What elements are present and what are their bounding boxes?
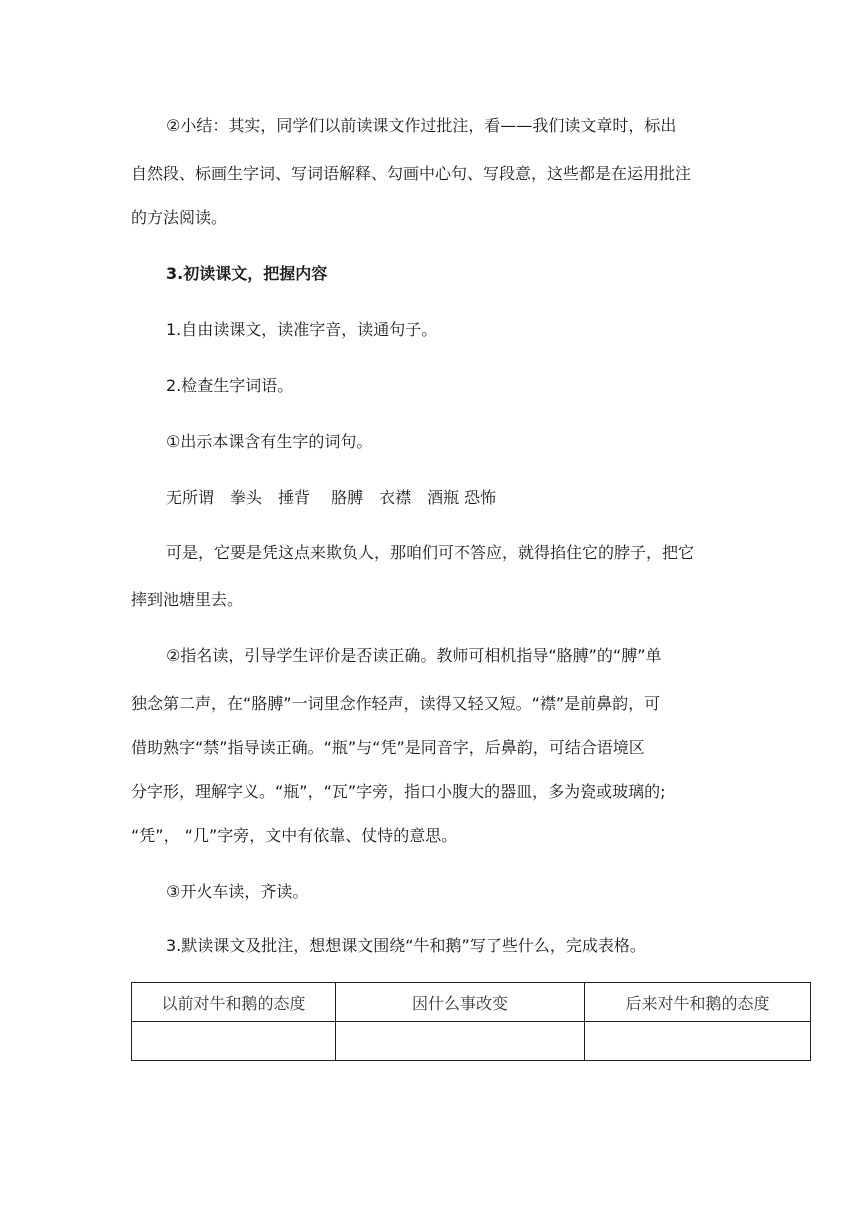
table-cell[interactable]	[336, 1022, 585, 1061]
sentence-line2: 摔到池塘里去。	[131, 590, 244, 609]
table-row	[132, 1022, 811, 1061]
step-2b-line3: 借助熟字“禁”指导读正确。“瓶”与“凭”是同音字，后鼻韵，可结合语境区	[131, 738, 645, 757]
answer-table	[131, 982, 811, 1061]
table-cell[interactable]	[585, 1022, 811, 1061]
step-2a: ①出示本课含有生字的词句。	[166, 432, 373, 451]
table-header-cell: 后来对牛和鹅的态度	[585, 983, 811, 1022]
word-list: 无所谓 拳头 捶背 胳膊 衣襟 酒瓶 恐怖	[166, 488, 497, 507]
p1-line3: 的方法阅读。	[131, 208, 228, 227]
sentence-line1: 可是，它要是凭这点来欺负人，那咱们可不答应，就得掐住它的脖子，把它	[166, 543, 695, 562]
table-cell[interactable]	[132, 1022, 336, 1061]
table-header-cell: 因什么事改变	[336, 983, 585, 1022]
step-2b-line5: “凭”， “几”字旁，文中有依靠、仗恃的意思。	[131, 826, 458, 845]
table-header-row	[132, 983, 811, 1022]
section-heading: 3.初读课文，把握内容	[166, 264, 328, 283]
step-2b-line4: 分字形，理解字义。“瓶”，“瓦”字旁，指口小腹大的器皿，多为瓷或玻璃的;	[131, 782, 666, 801]
step-2b-line2: 独念第二声，在“胳膊”一词里念作轻声，读得又轻又短。“襟”是前鼻韵，可	[131, 694, 661, 713]
p1-line1: ②小结：其实，同学们以前读课文作过批注，看——我们读文章时，标出	[166, 116, 677, 135]
step-2b-line1: ②指名读，引导学生评价是否读正确。教师可相机指导“胳膊”的“膊”单	[166, 646, 662, 665]
step-3: 3.默读课文及批注，想想课文围绕“牛和鹅”写了些什么，完成表格。	[166, 936, 646, 955]
step-2c: ③开火车读，齐读。	[166, 882, 309, 901]
step-2: 2.检查生字词语。	[166, 376, 294, 395]
p1-line2: 自然段、标画生字词、写词语解释、勾画中心句、写段意，这些都是在运用批注	[131, 164, 692, 183]
table-header-cell: 以前对牛和鹅的态度	[132, 983, 336, 1022]
step-1: 1.自由读课文，读准字音，读通句子。	[166, 320, 438, 339]
